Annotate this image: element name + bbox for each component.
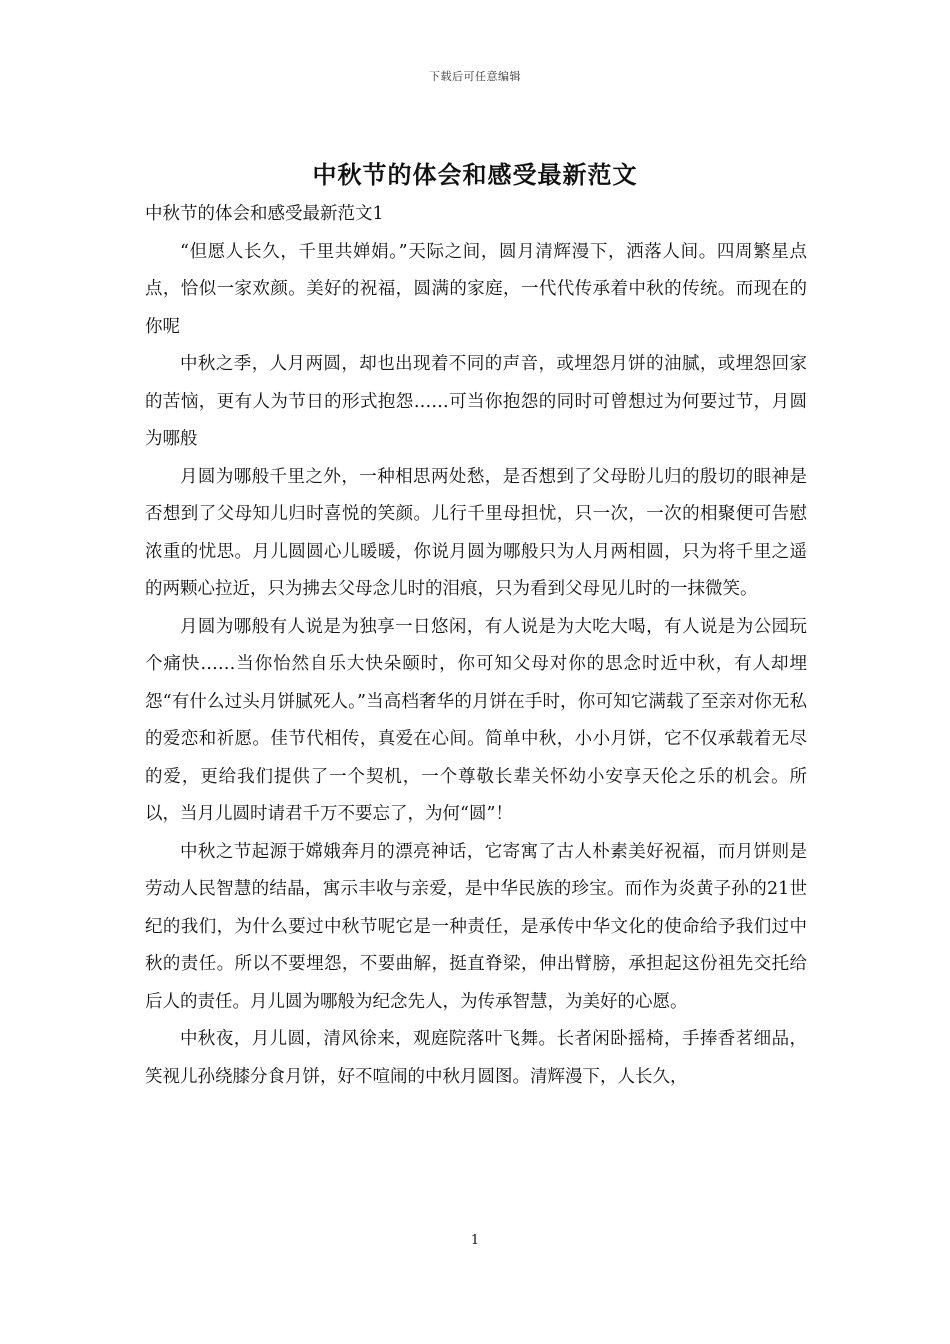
document-body [145,196,807,1096]
paragraph-3: 月圆为哪般千里之外，一种相思两处愁，是否想到了父母盼儿归的殷切的眼神是否想到了父母知儿归时喜悦的笑颜。儿行千里母担忧，只一次，一次的相聚便可告慰浓重的忧思。月儿圆圆心儿暖暖，你说月圆为哪般只为人月两相圆，只为将千里之遥的两颗心拉近，只为拂去父母念儿时的泪痕，只为看到父母见儿时的一抹微笑。 [145,466,807,599]
paragraph-4: 月圆为哪般有人说是为独享一日悠闲，有人说是为大吃大喝，有人说是为公园玩个痛快……当你怡然自乐大快朵颐时，你可知父母对你的思念时近中秋，有人却埋怨“有什么过头月饼腻死人。”当高档奢华的月饼在手时，你可知它满载了至亲对你无私的爱恋和祈愿。佳节代相传，真爱在心间。简单中秋，小小月饼，它不仅承载着无尽的爱，更给我们提供了一个契机，一个尊敬长辈关怀幼小安享天伦之乐的机会。所以，当月儿圆时请君千万不要忘了，为何“圆”！ [145,616,807,824]
paragraph-6: 中秋夜，月儿圆，清风徐来，观庭院落叶飞舞。长者闲卧摇椅，手捧香茗细品，笑视儿孙绕膝分食月饼，好不喧闹的中秋月圆图。清辉漫下，人长久， [145,1029,807,1087]
document-title: 中秋节的体会和感受最新范文 [312,160,638,189]
page-number: 1 [470,1233,480,1248]
section-heading: 中秋节的体会和感受最新范文1 [145,204,384,224]
paragraph-2: 中秋之季，人月两圆，却也出现着不同的声音，或埋怨月饼的油腻，或埋怨回家的苦恼，更有人为节日的形式抱怨……可当你抱怨的同时可曾想过为何要过节，月圆为哪般 [145,354,807,449]
header-note: 下载后可任意编辑 [429,70,521,83]
paragraph-5: 中秋之节起源于嫦娥奔月的漂亮神话，它寄寓了古人朴素美好祝福，而月饼则是劳动人民智慧的结晶，寓示丰收与亲爱，是中华民族的珍宝。而作为炎黄子孙的21世纪的我们，为什么要过中秋节呢它是一种责任，是承传中华文化的使命给予我们过中秋的责任。所以不要埋怨，不要曲解，挺直脊梁，伸出臂膀，承担起这份祖先交托给后人的责任。月儿圆为哪般为纪念先人，为传承智慧，为美好的心愿。 [145,841,807,1012]
paragraph-1: “但愿人长久，千里共婵娟。”天际之间，圆月清辉漫下，洒落人间。四周繁星点点，恰似一家欢颜。美好的祝福，圆满的家庭，一代代传承着中秋的传统。而现在的你呢 [145,241,807,337]
